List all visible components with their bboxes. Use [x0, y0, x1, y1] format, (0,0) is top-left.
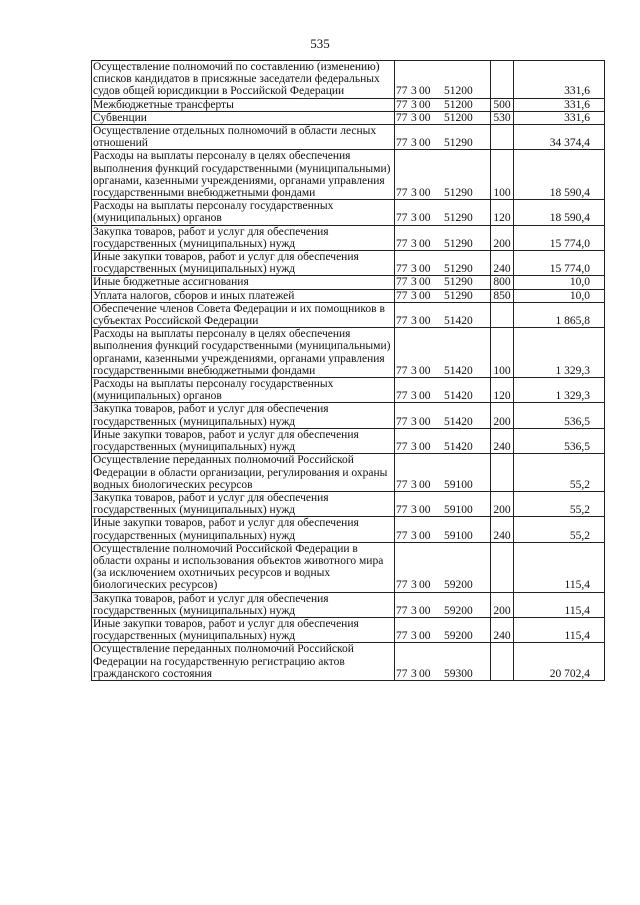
table-row	[92, 328, 605, 378]
expense-type-code-cell	[491, 542, 514, 592]
expense-direction-code: 59200	[444, 604, 473, 617]
expense-name-cell: Закупка товаров, работ и услуг для обеспечения государственных (муниципальных) нужд	[92, 592, 395, 617]
expense-name-cell: Иные бюджетные ассигнования	[92, 276, 395, 289]
expense-direction-code: 51290	[444, 212, 473, 225]
target-article-code-cell	[395, 98, 491, 111]
subprogram-code: 3	[411, 98, 417, 111]
table-row	[92, 302, 605, 327]
program-code: 77	[396, 504, 408, 517]
program-code: 77	[396, 579, 408, 592]
target-article-code-cell	[395, 200, 491, 225]
table-row	[92, 643, 605, 681]
table-row	[92, 150, 605, 200]
amount-cell: 55,2	[514, 517, 605, 542]
expense-direction-code: 51420	[444, 364, 473, 377]
expense-name-cell: Иные закупки товаров, работ и услуг для обеспечения государственных (муниципальных) нужд	[92, 428, 395, 453]
table-row	[92, 617, 605, 642]
subprogram-code: 3	[411, 415, 417, 428]
direction-code: 00	[419, 364, 431, 377]
expense-direction-code: 51420	[444, 415, 473, 428]
expense-name-cell: Расходы на выплаты персоналу государственных (муниципальных) органов	[92, 378, 395, 403]
target-article-code-cell	[395, 150, 491, 200]
amount-cell: 10,0	[514, 289, 605, 302]
subprogram-code: 3	[411, 529, 417, 542]
amount-cell: 536,5	[514, 403, 605, 428]
table-row	[92, 111, 605, 124]
target-article-code-cell	[395, 517, 491, 542]
target-article-code-cell	[395, 61, 491, 99]
direction-code: 00	[419, 579, 431, 592]
program-code: 77	[396, 441, 408, 454]
direction-code: 00	[419, 390, 431, 403]
expense-direction-code: 51290	[444, 187, 473, 200]
expense-type-code-cell	[491, 302, 514, 327]
direction-code: 00	[419, 441, 431, 454]
expense-direction-code: 59200	[444, 579, 473, 592]
subprogram-code: 3	[411, 441, 417, 454]
expense-name-cell: Межбюджетные трансферты	[92, 98, 395, 111]
target-article-code-cell	[395, 592, 491, 617]
subprogram-code: 3	[411, 364, 417, 377]
amount-cell: 331,6	[514, 98, 605, 111]
expense-name-cell: Осуществление переданных полномочий Российской Федерации на государственную регистрацию актов гражданского состояния	[92, 643, 395, 681]
subprogram-code: 3	[411, 187, 417, 200]
target-article-code-cell	[395, 542, 491, 592]
amount-cell: 331,6	[514, 61, 605, 99]
expense-name-cell: Иные закупки товаров, работ и услуг для обеспечения государственных (муниципальных) нужд	[92, 517, 395, 542]
program-code: 77	[396, 315, 408, 328]
expense-type-code-cell: 240	[491, 617, 514, 642]
expense-direction-code: 51200	[444, 98, 473, 111]
direction-code: 00	[419, 415, 431, 428]
program-code: 77	[396, 137, 408, 150]
target-article-code-cell	[395, 125, 491, 150]
expense-name-cell: Закупка товаров, работ и услуг для обеспечения государственных (муниципальных) нужд	[92, 403, 395, 428]
amount-cell: 18 590,4	[514, 150, 605, 200]
expense-direction-code: 51290	[444, 289, 473, 302]
table-row	[92, 454, 605, 492]
program-code: 77	[396, 111, 408, 124]
amount-cell: 115,4	[514, 542, 605, 592]
program-code: 77	[396, 276, 408, 289]
table-row	[92, 61, 605, 99]
expense-direction-code: 51420	[444, 315, 473, 328]
expense-type-code-cell: 530	[491, 111, 514, 124]
expense-type-code-cell	[491, 454, 514, 492]
expense-type-code-cell	[491, 125, 514, 150]
amount-cell: 331,6	[514, 111, 605, 124]
expense-name-cell: Иные закупки товаров, работ и услуг для обеспечения государственных (муниципальных) нужд	[92, 617, 395, 642]
target-article-code-cell	[395, 251, 491, 276]
expense-type-code-cell: 120	[491, 200, 514, 225]
budget-table	[91, 60, 605, 681]
expense-name-cell: Расходы на выплаты персоналу в целях обеспечения выполнения функций государственными (муниципальными) органами, казенными учреждениями, органами управления государственными внебюджетными фондами	[92, 328, 395, 378]
subprogram-code: 3	[411, 604, 417, 617]
expense-direction-code: 59200	[444, 630, 473, 643]
expense-name-cell: Расходы на выплаты персоналу в целях обеспечения выполнения функций государственными (муниципальными) органами, казенными учреждениями, органами управления государственными внебюджетными фондами	[92, 150, 395, 200]
direction-code: 00	[419, 263, 431, 276]
expense-name-cell: Закупка товаров, работ и услуг для обеспечения государственных (муниципальных) нужд	[92, 491, 395, 516]
direction-code: 00	[419, 315, 431, 328]
amount-cell: 15 774,0	[514, 225, 605, 250]
expense-type-code-cell: 500	[491, 98, 514, 111]
amount-cell: 1 329,3	[514, 328, 605, 378]
target-article-code-cell	[395, 454, 491, 492]
direction-code: 00	[419, 212, 431, 225]
subprogram-code: 3	[411, 137, 417, 150]
table-row	[92, 200, 605, 225]
direction-code: 00	[419, 85, 431, 98]
subprogram-code: 3	[411, 579, 417, 592]
target-article-code-cell	[395, 289, 491, 302]
target-article-code-cell	[395, 225, 491, 250]
expense-direction-code: 51420	[444, 441, 473, 454]
amount-cell: 10,0	[514, 276, 605, 289]
expense-type-code-cell: 240	[491, 428, 514, 453]
expense-type-code-cell: 850	[491, 289, 514, 302]
expense-direction-code: 51290	[444, 137, 473, 150]
table-row	[92, 491, 605, 516]
target-article-code-cell	[395, 378, 491, 403]
expense-direction-code: 59100	[444, 478, 473, 491]
expense-direction-code: 59100	[444, 504, 473, 517]
direction-code: 00	[419, 187, 431, 200]
subprogram-code: 3	[411, 263, 417, 276]
table-row	[92, 592, 605, 617]
direction-code: 00	[419, 289, 431, 302]
subprogram-code: 3	[411, 478, 417, 491]
expense-name-cell: Осуществление отдельных полномочий в области лесных отношений	[92, 125, 395, 150]
table-row	[92, 289, 605, 302]
expense-direction-code: 51290	[444, 263, 473, 276]
table-row	[92, 542, 605, 592]
program-code: 77	[396, 390, 408, 403]
subprogram-code: 3	[411, 315, 417, 328]
amount-cell: 20 702,4	[514, 643, 605, 681]
expense-name-cell: Осуществление переданных полномочий Российской Федерации в области организации, регулирования и охраны водных биологических ресурсов	[92, 454, 395, 492]
direction-code: 00	[419, 276, 431, 289]
program-code: 77	[396, 98, 408, 111]
target-article-code-cell	[395, 276, 491, 289]
expense-type-code-cell	[491, 643, 514, 681]
table-row	[92, 378, 605, 403]
program-code: 77	[396, 187, 408, 200]
direction-code: 00	[419, 667, 431, 680]
page-number: 535	[310, 36, 330, 51]
expense-name-cell: Иные закупки товаров, работ и услуг для обеспечения государственных (муниципальных) нужд	[92, 251, 395, 276]
expense-type-code-cell: 200	[491, 592, 514, 617]
amount-cell: 15 774,0	[514, 251, 605, 276]
subprogram-code: 3	[411, 212, 417, 225]
target-article-code-cell	[395, 617, 491, 642]
expense-type-code-cell	[491, 61, 514, 99]
expense-direction-code: 59100	[444, 529, 473, 542]
expense-name-cell: Обеспечение членов Совета Федерации и их помощников в субъектах Российской Федерации	[92, 302, 395, 327]
amount-cell: 55,2	[514, 491, 605, 516]
table-row	[92, 98, 605, 111]
direction-code: 00	[419, 604, 431, 617]
direction-code: 00	[419, 98, 431, 111]
expense-direction-code: 51290	[444, 276, 473, 289]
subprogram-code: 3	[411, 237, 417, 250]
amount-cell: 1 865,8	[514, 302, 605, 327]
amount-cell: 34 374,4	[514, 125, 605, 150]
expense-type-code-cell: 100	[491, 150, 514, 200]
expense-direction-code: 59300	[444, 667, 473, 680]
expense-name-cell: Уплата налогов, сборов и иных платежей	[92, 289, 395, 302]
program-code: 77	[396, 478, 408, 491]
expense-type-code-cell: 200	[491, 491, 514, 516]
expense-name-cell: Расходы на выплаты персоналу государственных (муниципальных) органов	[92, 200, 395, 225]
expense-type-code-cell: 200	[491, 403, 514, 428]
expense-type-code-cell: 120	[491, 378, 514, 403]
table-body	[92, 61, 605, 681]
expense-direction-code: 51290	[444, 237, 473, 250]
target-article-code-cell	[395, 491, 491, 516]
expense-type-code-cell: 100	[491, 328, 514, 378]
program-code: 77	[396, 604, 408, 617]
amount-cell: 115,4	[514, 617, 605, 642]
subprogram-code: 3	[411, 667, 417, 680]
amount-cell: 115,4	[514, 592, 605, 617]
program-code: 77	[396, 289, 408, 302]
expense-name-cell: Осуществление полномочий Российской Федерации в области охраны и использования объектов животного мира (за исключением охотничьих ресурсов и водных биологических ресурсов)	[92, 542, 395, 592]
direction-code: 00	[419, 478, 431, 491]
direction-code: 00	[419, 137, 431, 150]
expense-type-code-cell: 240	[491, 251, 514, 276]
subprogram-code: 3	[411, 289, 417, 302]
expense-direction-code: 51420	[444, 390, 473, 403]
subprogram-code: 3	[411, 390, 417, 403]
direction-code: 00	[419, 237, 431, 250]
expense-direction-code: 51200	[444, 111, 473, 124]
direction-code: 00	[419, 111, 431, 124]
program-code: 77	[396, 415, 408, 428]
amount-cell: 1 329,3	[514, 378, 605, 403]
table-row	[92, 125, 605, 150]
amount-cell: 55,2	[514, 454, 605, 492]
program-code: 77	[396, 529, 408, 542]
program-code: 77	[396, 667, 408, 680]
expense-name-cell: Закупка товаров, работ и услуг для обеспечения государственных (муниципальных) нужд	[92, 225, 395, 250]
expense-type-code-cell: 800	[491, 276, 514, 289]
table-row	[92, 403, 605, 428]
program-code: 77	[396, 85, 408, 98]
target-article-code-cell	[395, 428, 491, 453]
program-code: 77	[396, 263, 408, 276]
expense-name-cell: Осуществление полномочий по составлению (изменению) списков кандидатов в присяжные заседатели федеральных судов общей юрисдикции в Российской Федерации	[92, 61, 395, 99]
program-code: 77	[396, 364, 408, 377]
table-row	[92, 251, 605, 276]
table-row	[92, 428, 605, 453]
direction-code: 00	[419, 504, 431, 517]
expense-type-code-cell: 240	[491, 517, 514, 542]
table-row	[92, 225, 605, 250]
table-row	[92, 276, 605, 289]
expense-direction-code: 51200	[444, 85, 473, 98]
subprogram-code: 3	[411, 630, 417, 643]
direction-code: 00	[419, 630, 431, 643]
subprogram-code: 3	[411, 504, 417, 517]
subprogram-code: 3	[411, 85, 417, 98]
expense-name-cell: Субвенции	[92, 111, 395, 124]
program-code: 77	[396, 237, 408, 250]
target-article-code-cell	[395, 302, 491, 327]
table-row	[92, 517, 605, 542]
target-article-code-cell	[395, 643, 491, 681]
subprogram-code: 3	[411, 111, 417, 124]
program-code: 77	[396, 630, 408, 643]
subprogram-code: 3	[411, 276, 417, 289]
amount-cell: 18 590,4	[514, 200, 605, 225]
program-code: 77	[396, 212, 408, 225]
amount-cell: 536,5	[514, 428, 605, 453]
target-article-code-cell	[395, 403, 491, 428]
direction-code: 00	[419, 529, 431, 542]
expense-type-code-cell: 200	[491, 225, 514, 250]
target-article-code-cell	[395, 111, 491, 124]
target-article-code-cell	[395, 328, 491, 378]
